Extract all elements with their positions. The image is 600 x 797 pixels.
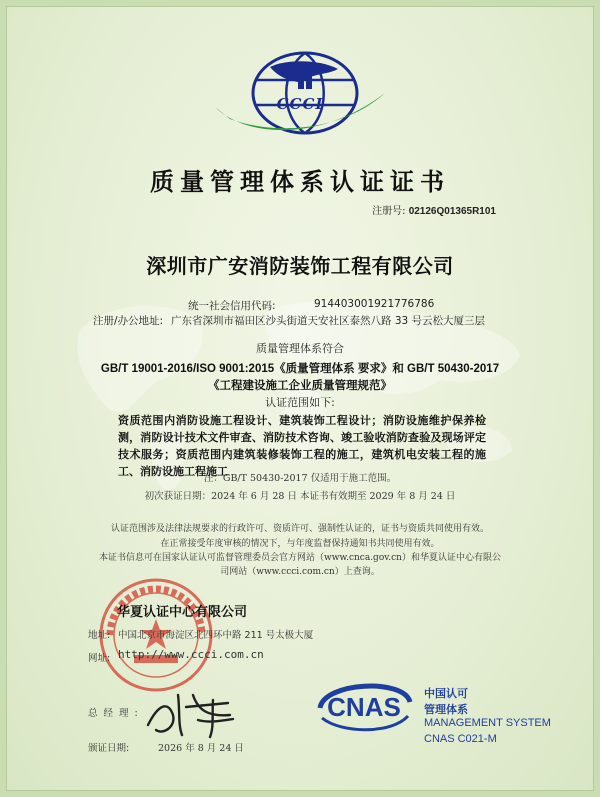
issuer-name: 华夏认证中心有限公司 [117, 605, 248, 620]
scope-note: 注：GB/T 50430-2017 仅适用于施工范围。 [203, 473, 397, 484]
issue-date-value: 2026 年 8 月 24 日 [158, 743, 244, 754]
notice-line-4: 司网站（www.ccci.com.cn）上查询。 [220, 567, 380, 577]
conformity-statement: 质量管理体系符合 [256, 342, 344, 355]
cnas-logo [312, 672, 416, 738]
issuer-website-label: 网址: [88, 653, 111, 664]
credit-code-label: 统一社会信用代码: [188, 300, 276, 312]
cnas-logo-text: CNAS [327, 692, 401, 722]
company-name: 深圳市广安消防装饰工程有限公司 [146, 254, 454, 278]
scope-text: 资质范围内消防设施工程设计、建筑装饰工程设计；消防设施维护保养检测，消防设计技术文件审查、消防技术咨询、竣工验收消防查验及现场评定技术服务；资质范围内建筑装修装饰工程的施工，建筑机电安装工程的施工、消防设施工程施工 [118, 414, 486, 478]
address-value: 广东省深圳市福田区沙头街道天安社区泰然八路 33 号云松大厦三层 [171, 315, 486, 327]
address-label: 注册/办公地址: [93, 315, 164, 327]
cnas-cn-line-1: 中国认可 [424, 687, 468, 700]
general-manager-label: 总经理: [88, 708, 144, 719]
issue-date-label: 颁证日期: [88, 743, 130, 754]
handwritten-signature [138, 685, 248, 740]
registration-value: 02126Q01365R101 [408, 206, 496, 217]
issuer-address: 中国北京市海淀区北四环中路 211 号太极大厦 [118, 630, 314, 641]
registration-number [372, 202, 496, 217]
issuer-address-label: 地址: [88, 630, 111, 641]
cnas-en-line: MANAGEMENT SYSTEM [424, 717, 551, 729]
cnas-cn-line-2: 管理体系 [424, 703, 468, 716]
cnas-code: CNAS C021-M [424, 733, 497, 745]
standard-line-2: 《工程建设施工企业质量管理规范》 [208, 378, 392, 392]
registration-label: 注册号: [372, 206, 406, 217]
notice-line-3: 本证书信息可在国家认证认可监督管理委员会官方网站（www.cnca.gov.cn）和华夏认证中心有限公 [99, 553, 501, 563]
issuer-website-link[interactable]: http://www.ccci.com.cn [118, 648, 264, 661]
notice-line-2: 在正常接受年度审核的情况下，与年度监督保持通知书共同使用有效。 [160, 539, 440, 549]
credit-code-value: 914403001921776786 [314, 298, 435, 310]
scope-label: 认证范围如下: [265, 396, 335, 409]
standard-line-1: GB/T 19001-2016/ISO 9001:2015《质量管理体系 要求》和 GB/T 50430-2017 [100, 363, 500, 375]
certificate-title: 质量管理体系认证证书 [150, 167, 450, 196]
notice-line-1: 认证范围涉及法律法规要求的行政许可、资质许可、强制性认证的，证书与资质共同使用有效。 [110, 524, 489, 534]
issue-expiry-dates: 初次获证日期：2024 年 6 月 28 日 本证书有效期至 2029 年 8 月 24 日 [144, 491, 456, 502]
ccci-logo-text: CCCI [276, 95, 324, 113]
